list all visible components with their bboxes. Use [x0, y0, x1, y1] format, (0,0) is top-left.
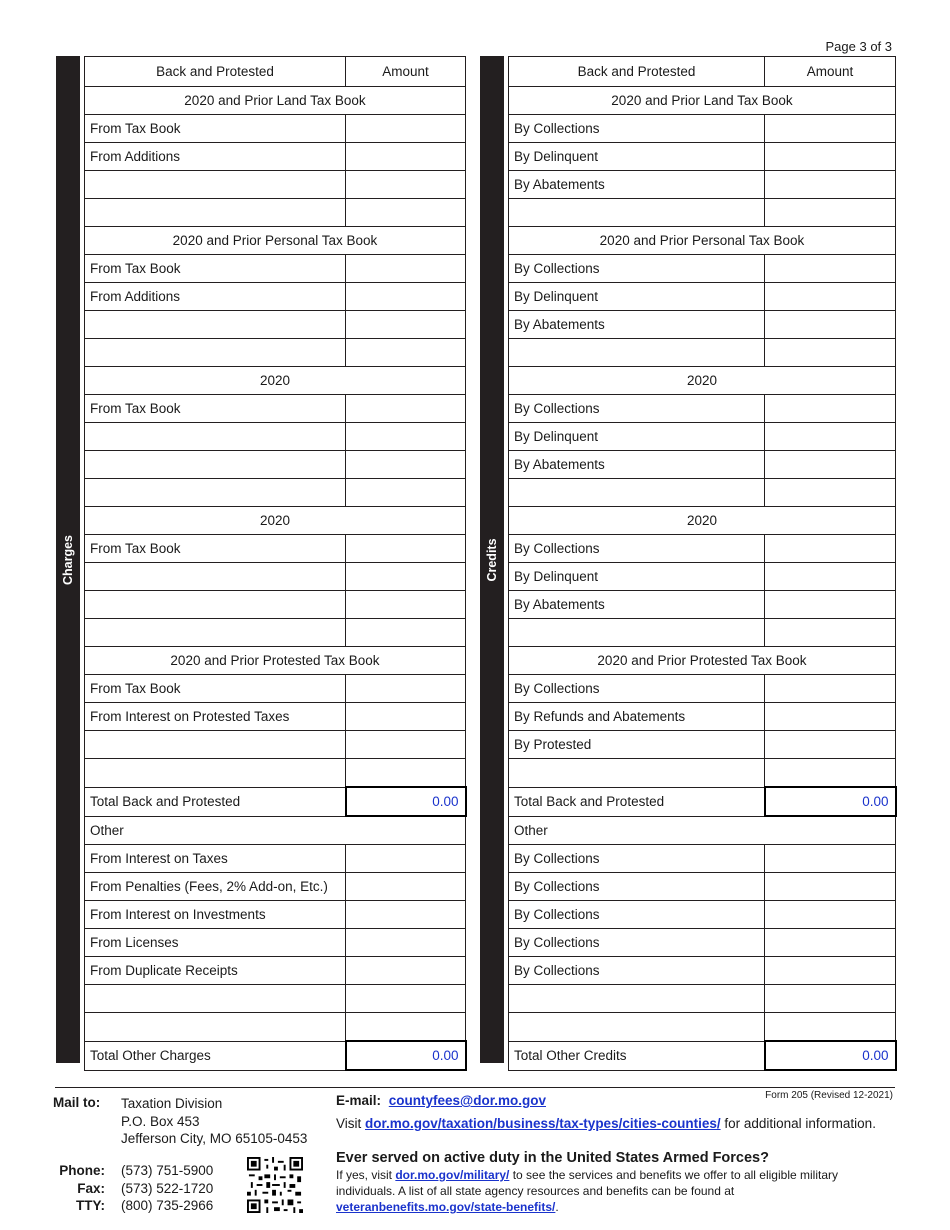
visit-line: [336, 1116, 876, 1131]
line-item-label: From Interest on Taxes: [85, 845, 346, 873]
line-item-row: [509, 675, 896, 703]
section-heading-row: [85, 647, 466, 675]
section-heading-row: [509, 227, 896, 255]
amount-field[interactable]: [346, 479, 466, 507]
amount-field[interactable]: [765, 591, 896, 619]
line-item-row: [85, 957, 466, 985]
line-item-label: From Tax Book: [85, 115, 346, 143]
credits-header-amount: Amount: [765, 57, 896, 87]
email-label: E-mail:: [336, 1093, 382, 1108]
line-item-row: [509, 395, 896, 423]
fax-label: Fax:: [77, 1180, 105, 1196]
section-heading: 2020 and Prior Personal Tax Book: [509, 227, 896, 255]
line-item-row: [85, 199, 466, 227]
line-item-label: By Collections: [509, 873, 765, 901]
tty-number: (800) 735-2966: [121, 1198, 214, 1213]
amount-field[interactable]: [346, 703, 466, 731]
line-item-label: From Additions: [85, 143, 346, 171]
contact-labels: [53, 1162, 105, 1215]
line-item-label: By Delinquent: [509, 283, 765, 311]
amount-field[interactable]: [346, 619, 466, 647]
line-item-label: [509, 199, 765, 227]
line-item-label: By Collections: [509, 395, 765, 423]
line-item-label: By Abatements: [509, 451, 765, 479]
line-item-label: [85, 479, 346, 507]
charges-sidebar: [56, 56, 80, 1063]
line-item-label: By Collections: [509, 901, 765, 929]
line-item-row: [85, 929, 466, 957]
amount-field[interactable]: [346, 957, 466, 985]
amount-field[interactable]: [346, 395, 466, 423]
line-item-row: [509, 957, 896, 985]
address-line: Jefferson City, MO 65105-0453: [121, 1131, 308, 1146]
amount-field[interactable]: [346, 873, 466, 901]
subheading: Other: [85, 816, 466, 845]
line-item-row: [509, 731, 896, 759]
line-item-row: [85, 675, 466, 703]
line-item-row: [85, 591, 466, 619]
amount-field[interactable]: [765, 873, 896, 901]
amount-field[interactable]: [765, 845, 896, 873]
amount-field[interactable]: [346, 591, 466, 619]
section-heading-row: [509, 87, 896, 115]
visit-suffix: for additional information.: [720, 1116, 876, 1131]
amount-field[interactable]: [346, 985, 466, 1013]
line-item-row: [85, 873, 466, 901]
total-amount: 0.00: [346, 787, 466, 816]
fax-number: (573) 522-1720: [121, 1180, 214, 1196]
line-item-label: By Collections: [509, 929, 765, 957]
amount-field[interactable]: [765, 731, 896, 759]
amount-field[interactable]: [765, 619, 896, 647]
amount-field[interactable]: [765, 339, 896, 367]
line-item-label: [509, 479, 765, 507]
line-item-row: [509, 591, 896, 619]
amount-field[interactable]: [346, 845, 466, 873]
phone-number: (573) 751-5900: [121, 1163, 214, 1178]
line-item-label: [85, 171, 346, 199]
line-item-label: [85, 451, 346, 479]
military-end: .: [555, 1200, 559, 1214]
line-item-label: By Delinquent: [509, 143, 765, 171]
total-row: [509, 787, 896, 816]
section-heading: 2020 and Prior Personal Tax Book: [85, 227, 466, 255]
line-item-label: [85, 619, 346, 647]
line-item-label: [509, 985, 765, 1013]
qr-code-icon[interactable]: [247, 1157, 303, 1213]
amount-field[interactable]: [765, 283, 896, 311]
line-item-label: From Tax Book: [85, 535, 346, 563]
amount-field[interactable]: [765, 255, 896, 283]
line-item-label: [509, 1013, 765, 1042]
line-item-label: From Interest on Investments: [85, 901, 346, 929]
line-item-row: [509, 283, 896, 311]
line-item-row: [509, 423, 896, 451]
line-item-label: By Abatements: [509, 591, 765, 619]
amount-field[interactable]: [346, 929, 466, 957]
line-item-label: [85, 311, 346, 339]
line-item-label: By Collections: [509, 535, 765, 563]
line-item-label: [509, 619, 765, 647]
line-item-label: By Refunds and Abatements: [509, 703, 765, 731]
line-item-label: By Delinquent: [509, 423, 765, 451]
line-item-row: [509, 759, 896, 788]
line-item-row: [85, 171, 466, 199]
contact-values: [121, 1162, 213, 1215]
amount-field[interactable]: [346, 535, 466, 563]
credits-sidebar: [480, 56, 504, 1063]
amount-field[interactable]: [346, 675, 466, 703]
line-item-label: [85, 1013, 346, 1042]
tty-label: TTY:: [76, 1198, 105, 1213]
line-item-row: [85, 283, 466, 311]
amount-field[interactable]: [765, 759, 896, 788]
section-heading: 2020: [509, 367, 896, 395]
section-heading: 2020 and Prior Land Tax Book: [85, 87, 466, 115]
line-item-row: [509, 929, 896, 957]
line-item-row: [509, 845, 896, 873]
amount-field[interactable]: [346, 115, 466, 143]
line-item-label: By Delinquent: [509, 563, 765, 591]
credits-header-label: Back and Protested: [509, 57, 765, 87]
line-item-label: From Duplicate Receipts: [85, 957, 346, 985]
amount-field[interactable]: [346, 339, 466, 367]
mail-to-label: Mail to:: [53, 1095, 101, 1110]
line-item-row: [509, 479, 896, 507]
section-heading-row: [85, 507, 466, 535]
section-heading-row: [85, 87, 466, 115]
amount-field[interactable]: [346, 901, 466, 929]
cities-counties-link[interactable]: dor.mo.gov/taxation/business/tax-types/cities-counties/: [365, 1116, 721, 1131]
subheading-row: [85, 816, 466, 845]
line-item-row: [509, 535, 896, 563]
amount-field[interactable]: [346, 563, 466, 591]
veteran-benefits-link[interactable]: veteranbenefits.mo.gov/state-benefits/: [336, 1200, 556, 1214]
military-link[interactable]: dor.mo.gov/military/: [395, 1168, 510, 1182]
line-item-label: By Collections: [509, 845, 765, 873]
military-heading: Ever served on active duty in the United States Armed Forces?: [336, 1150, 769, 1166]
credits-label: Credits: [485, 537, 499, 582]
line-item-row: [85, 451, 466, 479]
line-item-label: From Tax Book: [85, 255, 346, 283]
line-item-row: [509, 339, 896, 367]
charges-header-label: Back and Protested: [85, 57, 346, 87]
amount-field[interactable]: [765, 479, 896, 507]
amount-field[interactable]: [765, 563, 896, 591]
amount-field[interactable]: [346, 171, 466, 199]
section-heading-row: [85, 227, 466, 255]
line-item-label: [85, 591, 346, 619]
section-heading: 2020 and Prior Protested Tax Book: [85, 647, 466, 675]
line-item-label: From Licenses: [85, 929, 346, 957]
amount-field[interactable]: [765, 199, 896, 227]
amount-field[interactable]: [765, 901, 896, 929]
charges-header-row: [85, 57, 466, 87]
address-line: P.O. Box 453: [121, 1113, 200, 1129]
section-heading: 2020: [509, 507, 896, 535]
line-item-label: By Abatements: [509, 311, 765, 339]
line-item-row: [85, 339, 466, 367]
line-item-label: By Abatements: [509, 171, 765, 199]
line-item-label: From Additions: [85, 283, 346, 311]
line-item-row: [509, 703, 896, 731]
charges-header-amount: Amount: [346, 57, 466, 87]
amount-field[interactable]: [765, 395, 896, 423]
amount-field[interactable]: [346, 451, 466, 479]
amount-field[interactable]: [765, 423, 896, 451]
military-text: [336, 1167, 876, 1215]
charges-label: Charges: [61, 534, 75, 585]
line-item-label: [85, 339, 346, 367]
amount-field[interactable]: [346, 283, 466, 311]
line-item-row: [509, 115, 896, 143]
line-item-row: [509, 563, 896, 591]
military-mid: to see the services and benefits we offer to all eligible military individuals. A list of all state agency resources and benefits can be found at: [336, 1168, 838, 1198]
subheading: Other: [509, 816, 896, 845]
line-item-label: [85, 985, 346, 1013]
section-heading-row: [85, 367, 466, 395]
line-item-row: [85, 703, 466, 731]
amount-field[interactable]: [765, 311, 896, 339]
line-item-row: [85, 395, 466, 423]
total-label: Total Other Charges: [85, 1041, 346, 1070]
total-amount: 0.00: [765, 787, 896, 816]
line-item-row: [85, 619, 466, 647]
line-item-label: By Protested: [509, 731, 765, 759]
subheading-row: [509, 816, 896, 845]
total-amount: 0.00: [346, 1041, 466, 1070]
line-item-row: [85, 479, 466, 507]
amount-field[interactable]: [346, 143, 466, 171]
amount-field[interactable]: [765, 675, 896, 703]
line-item-label: By Collections: [509, 115, 765, 143]
mailing-address: [121, 1095, 307, 1148]
line-item-label: From Tax Book: [85, 395, 346, 423]
line-item-label: By Collections: [509, 255, 765, 283]
total-label: Total Back and Protested: [85, 787, 346, 816]
section-heading-row: [509, 367, 896, 395]
line-item-row: [85, 1013, 466, 1042]
military-prefix: If yes, visit: [336, 1168, 396, 1182]
line-item-row: [509, 143, 896, 171]
line-item-row: [509, 171, 896, 199]
total-row: [509, 1041, 896, 1070]
address-line: Taxation Division: [121, 1096, 223, 1111]
line-item-row: [85, 901, 466, 929]
line-item-row: [509, 873, 896, 901]
line-item-row: [85, 535, 466, 563]
charges-table: [84, 56, 467, 1071]
amount-field[interactable]: [765, 451, 896, 479]
line-item-label: From Tax Book: [85, 675, 346, 703]
line-item-row: [509, 451, 896, 479]
line-item-row: [85, 143, 466, 171]
line-item-label: By Collections: [509, 957, 765, 985]
phone-label: Phone:: [59, 1163, 105, 1178]
line-item-label: [509, 759, 765, 788]
line-item-label: [85, 423, 346, 451]
amount-field[interactable]: [346, 1013, 466, 1042]
section-heading: 2020: [85, 507, 466, 535]
amount-field[interactable]: [346, 255, 466, 283]
line-item-row: [509, 901, 896, 929]
amount-field[interactable]: [765, 929, 896, 957]
amount-field[interactable]: [765, 115, 896, 143]
line-item-label: [85, 563, 346, 591]
line-item-label: [85, 731, 346, 759]
line-item-row: [509, 199, 896, 227]
total-row: [85, 787, 466, 816]
credits-table: [508, 56, 897, 1071]
line-item-row: [509, 255, 896, 283]
amount-field[interactable]: [765, 1013, 896, 1042]
section-heading-row: [509, 647, 896, 675]
line-item-row: [85, 423, 466, 451]
footer-divider: [55, 1087, 895, 1088]
total-label: Total Back and Protested: [509, 787, 765, 816]
line-item-row: [85, 731, 466, 759]
amount-field[interactable]: [346, 199, 466, 227]
line-item-row: [85, 255, 466, 283]
line-item-row: [85, 845, 466, 873]
visit-prefix: Visit: [336, 1116, 366, 1131]
line-item-label: [85, 199, 346, 227]
line-item-row: [509, 985, 896, 1013]
amount-field[interactable]: [765, 143, 896, 171]
section-heading: 2020 and Prior Protested Tax Book: [509, 647, 896, 675]
line-item-row: [85, 759, 466, 788]
line-item-row: [509, 311, 896, 339]
line-item-row: [85, 311, 466, 339]
section-heading: 2020: [85, 367, 466, 395]
line-item-row: [85, 115, 466, 143]
amount-field[interactable]: [765, 703, 896, 731]
amount-field[interactable]: [765, 171, 896, 199]
email-line: [336, 1093, 546, 1108]
form-id: Form 205 (Revised 12-2021): [765, 1090, 893, 1101]
amount-field[interactable]: [765, 985, 896, 1013]
amount-field[interactable]: [346, 311, 466, 339]
credits-header-row: [509, 57, 896, 87]
line-item-label: From Interest on Protested Taxes: [85, 703, 346, 731]
line-item-row: [85, 985, 466, 1013]
total-amount: 0.00: [765, 1041, 896, 1070]
line-item-label: From Penalties (Fees, 2% Add-on, Etc.): [85, 873, 346, 901]
line-item-label: By Collections: [509, 675, 765, 703]
line-item-label: [85, 759, 346, 788]
amount-field[interactable]: [346, 731, 466, 759]
amount-field[interactable]: [765, 535, 896, 563]
amount-field[interactable]: [346, 423, 466, 451]
page-number: Page 3 of 3: [825, 39, 892, 54]
line-item-row: [509, 619, 896, 647]
email-link[interactable]: countyfees@dor.mo.gov: [388, 1093, 546, 1108]
total-label: Total Other Credits: [509, 1041, 765, 1070]
total-row: [85, 1041, 466, 1070]
line-item-row: [509, 1013, 896, 1042]
amount-field[interactable]: [346, 759, 466, 788]
amount-field[interactable]: [765, 957, 896, 985]
line-item-label: [509, 339, 765, 367]
section-heading-row: [509, 507, 896, 535]
section-heading: 2020 and Prior Land Tax Book: [509, 87, 896, 115]
line-item-row: [85, 563, 466, 591]
